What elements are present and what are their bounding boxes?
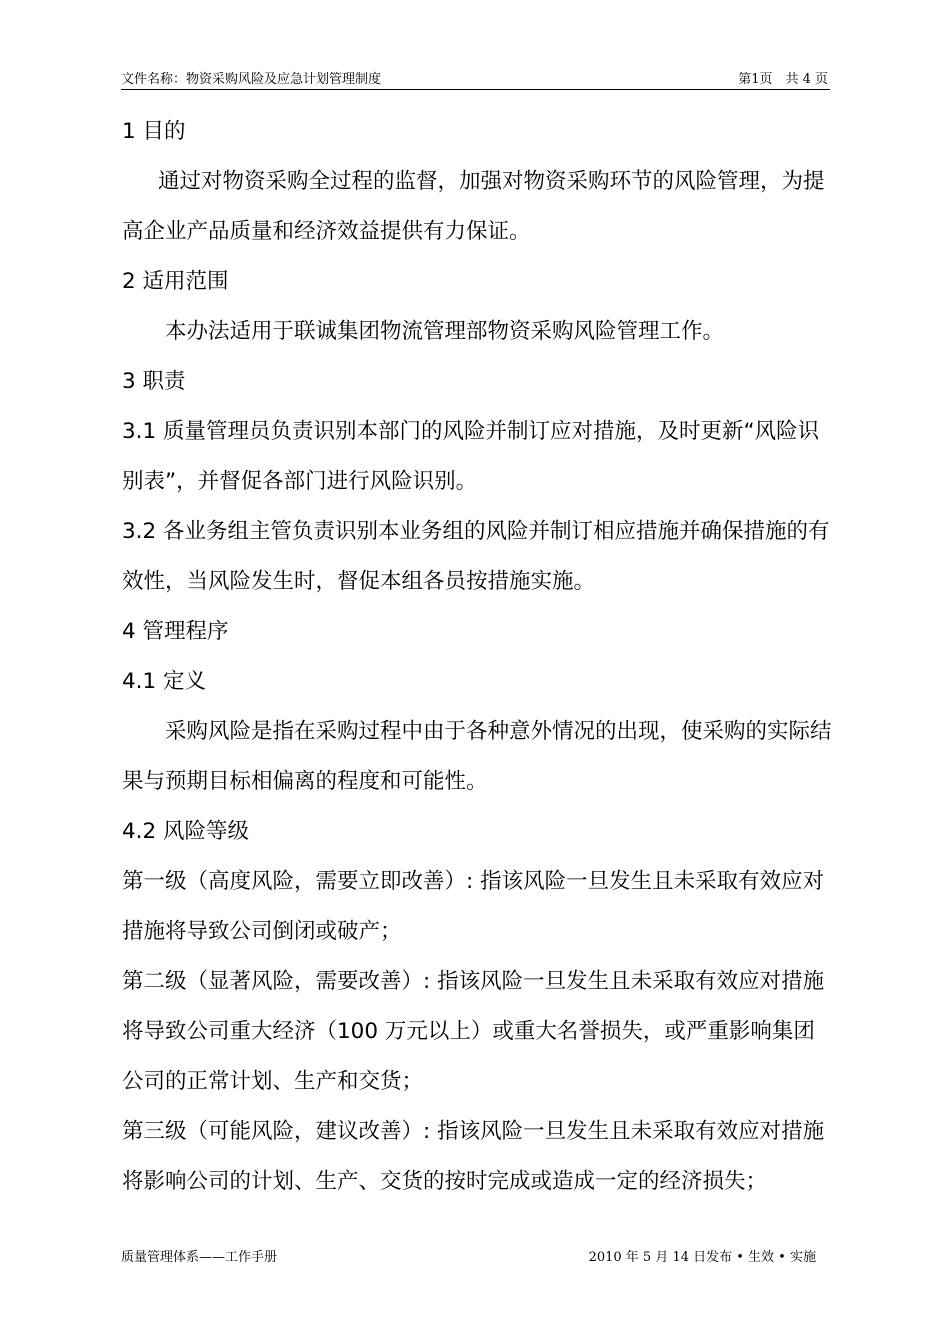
section-1-title: 1 目的 bbox=[122, 119, 186, 144]
page-footer bbox=[121, 1248, 830, 1268]
section-1-body: 通过对物资采购全过程的监督，加强对物资采购环节的风险管理，为提高企业产品质量和经济效益提供有力保证。 bbox=[122, 169, 825, 244]
footer-manual-title: 质量管理体系——工作手册 bbox=[121, 1250, 278, 1265]
section-4-1-body: 采购风险是指在采购过程中由于各种意外情况的出现，使采购的实际结果与预期目标相偏离的程度和可能性。 bbox=[122, 719, 832, 794]
section-3-2: 3.2 各业务组主管负责识别本业务组的风险并制订相应措施并确保措施的有效性，当风险发生时，督促本组各员按措施实施。 bbox=[122, 519, 830, 594]
risk-level-3: 第三级（可能风险，建议改善）: 指该风险一旦发生且未采取有效应对措施将影响公司的计划、生产、交货的按时完成或造成一定的经济损失； bbox=[122, 1119, 825, 1194]
document-body bbox=[122, 107, 832, 1207]
section-3-title: 3 职责 bbox=[122, 369, 186, 394]
section-3-1: 3.1 质量管理员负责识别本部门的风险并制订应对措施，及时更新“风险识别表”，并督促各部门进行风险识别。 bbox=[122, 419, 820, 494]
section-4-2-title: 4.2 风险等级 bbox=[122, 819, 250, 844]
risk-level-1: 第一级（高度风险，需要立即改善）: 指该风险一旦发生且未采取有效应对措施将导致公司倒闭或破产； bbox=[122, 869, 825, 944]
header-page-info: 第1页 共 4 页 bbox=[738, 72, 828, 87]
section-2-body: 本办法适用于联诚集团物流管理部物资采购风险管理工作。 bbox=[165, 319, 725, 344]
header-file-name: 文件名称：物资采购风险及应急计划管理制度 bbox=[121, 72, 382, 87]
page-header bbox=[121, 70, 830, 90]
section-4-title: 4 管理程序 bbox=[122, 619, 229, 644]
section-2-title: 2 适用范围 bbox=[122, 269, 229, 294]
footer-release-date: 2010 年 5 月 14 日发布 • 生效 • 实施 bbox=[588, 1250, 816, 1265]
section-4-1-title: 4.1 定义 bbox=[122, 669, 207, 694]
risk-level-2: 第二级（显著风险，需要改善）: 指该风险一旦发生且未采取有效应对措施将导致公司重大经济（100 万元以上）或重大名誉损失，或严重影响集团公司的正常计划、生产和交货； bbox=[122, 969, 825, 1094]
